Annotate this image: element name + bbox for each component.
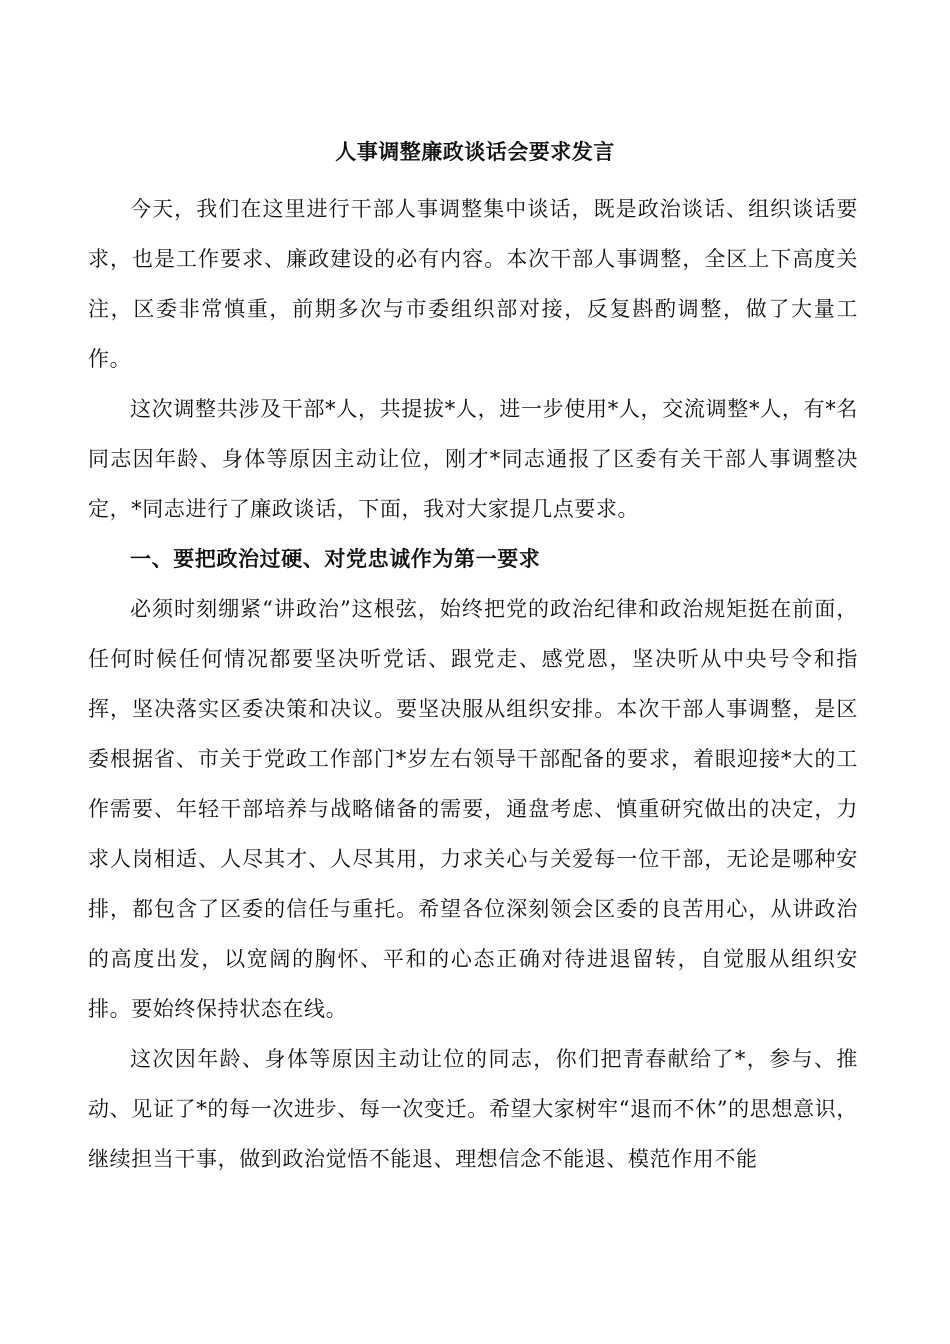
document-body: [88, 184, 858, 1184]
section-1-paragraph-1: 必须时刻绷紧“讲政治”这根弦，始终把党的政治纪律和政治规矩挺在前面，任何时候任何情况都要坚决听党话、跟党走、感党恩，坚决听从中央号令和指挥，坚决落实区委决策和决议。要坚决服从组织安排。本次干部人事调整，是区委根据省、市关于党政工作部门*岁左右领导干部配备的要求，着眼迎接*大的工作需要、年轻干部培养与战略储备的需要，通盘考虑、慎重研究做出的决定，力求人岗相适、人尽其才、人尽其用，力求关心与关爱每一位干部，无论是哪种安排，都包含了区委的信任与重托。希望各位深刻领会区委的良苦用心，从讲政治的高度出发，以宽阔的胸怀、平和的心态正确对待进退留转，自觉服从组织安排。要始终保持状态在线。: [88, 597, 858, 1021]
section-1-heading: 一、要把政治过硬、对党忠诚作为第一要求: [130, 546, 541, 571]
intro-paragraph-1: 今天，我们在这里进行干部人事调整集中谈话，既是政治谈话、组织谈话要求，也是工作要求、廉政建设的必有内容。本次干部人事调整，全区上下高度关注，区委非常慎重，前期多次与市委组织部对接，反复斟酌调整，做了大量工作。: [88, 197, 858, 371]
document-title: 人事调整廉政谈话会要求发言: [335, 139, 615, 164]
section-1-paragraph-2: 这次因年龄、身体等原因主动让位的同志，你们把青春献给了*，参与、推动、见证了*的每一次进步、每一次变迁。希望大家树牢“退而不休”的思想意识，继续担当干事，做到政治觉悟不能退、理想信念不能退、模范作用不能: [88, 1047, 858, 1171]
intro-paragraph-2: 这次调整共涉及干部*人，共提拔*人，进一步使用*人，交流调整*人，有*名同志因年龄、身体等原因主动让位，刚才*同志通报了区委有关干部人事调整决定，*同志进行了廉政谈话，下面，我对大家提几点要求。: [88, 397, 858, 521]
